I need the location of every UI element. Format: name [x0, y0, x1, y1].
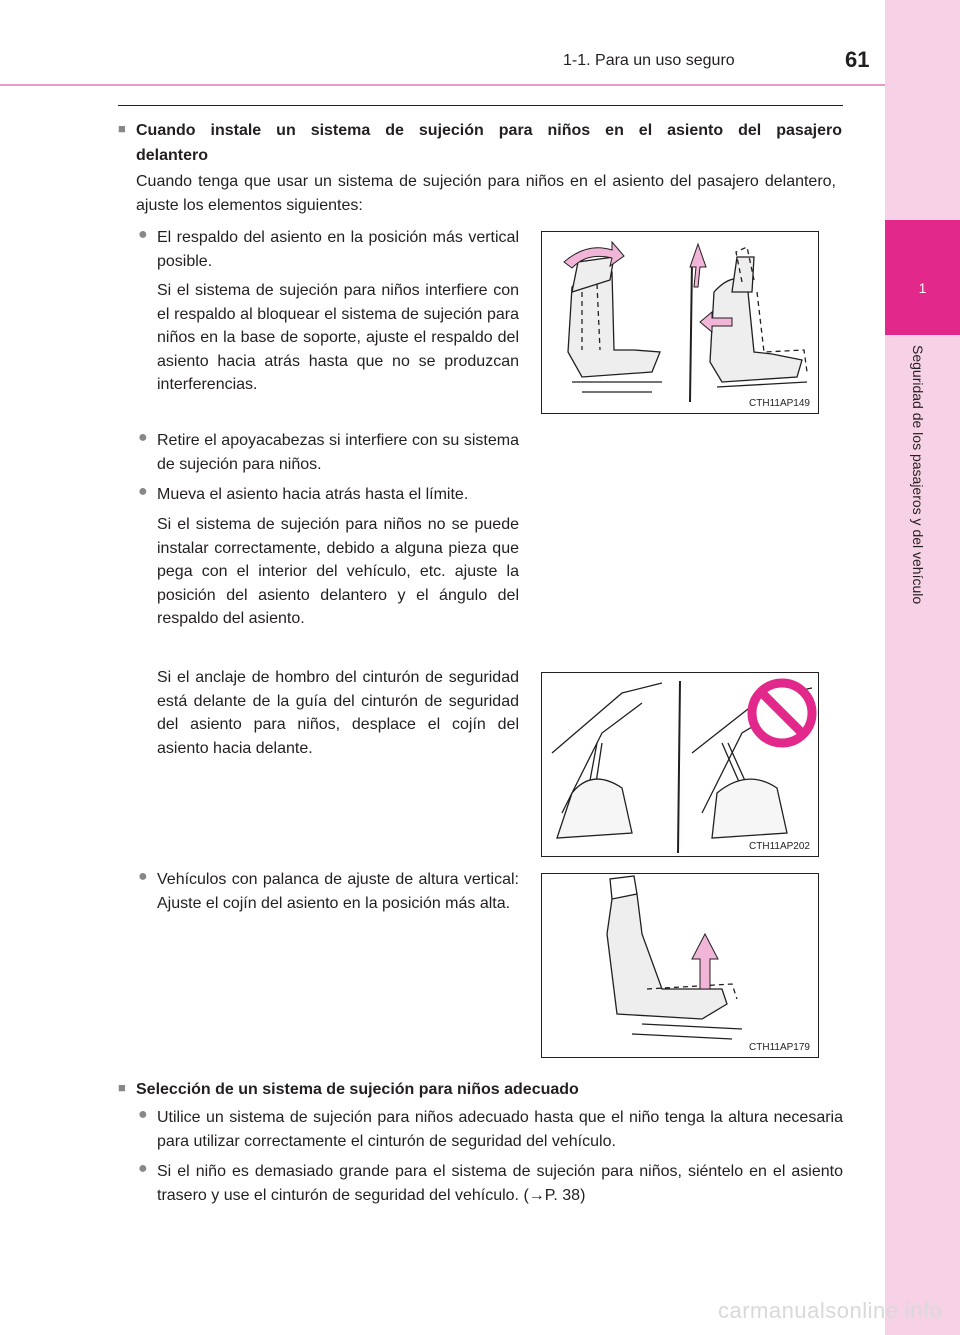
- section2-item1: Utilice un sistema de sujeción para niños adecuado hasta que el niño tenga la altura necesaria para utilizar correctamente el cinturón de seguridad del vehículo.: [157, 1109, 843, 1150]
- running-header: 1-1. Para un uso seguro: [563, 52, 735, 69]
- seat-height-illustration: [542, 874, 820, 1059]
- bullet-icon: ●: [138, 868, 148, 885]
- bullet-icon: ●: [138, 1160, 148, 1177]
- section-rule: [118, 105, 843, 106]
- page-number: 61: [845, 47, 870, 72]
- seat-illustration: [542, 232, 820, 415]
- child-seat-illustration: [542, 673, 820, 858]
- section2-heading: Selección de un sistema de sujeción para niños adecuado: [136, 1081, 579, 1098]
- item-height-lever: Vehículos con palanca de ajuste de altura vertical: Ajuste el cojín del asiento en la posición más alta.: [157, 871, 519, 912]
- figure-code: CTH11AP149: [749, 398, 810, 409]
- figure-code: CTH11AP202: [749, 841, 810, 852]
- figure-seatback-adjust: [541, 231, 819, 414]
- item-move-seat: Mueva el asiento hacia atrás hasta el límite.: [157, 486, 469, 503]
- item-seatback: El respaldo del asiento en la posición más vertical posible.: [157, 229, 519, 270]
- section2-item2: Si el niño es demasiado grande para el sistema de sujeción para niños, siéntelo en el asiento trasero y use el cinturón de seguridad del vehículo. (→P. 38): [157, 1163, 843, 1204]
- chapter-number: 1: [918, 280, 927, 296]
- bullet-icon: ●: [138, 226, 148, 243]
- square-bullet-icon: ■: [118, 1080, 126, 1095]
- bullet-icon: ●: [138, 429, 148, 446]
- section1-intro: Cuando tenga que usar un sistema de sujeción para niños en el asiento del pasajero delantero, ajuste los elementos siguientes:: [136, 173, 836, 214]
- square-bullet-icon: ■: [118, 121, 126, 136]
- bullet-icon: ●: [138, 1106, 148, 1123]
- figure-belt-anchor: [541, 672, 819, 857]
- chapter-tab: [885, 220, 960, 335]
- item-move-seat-note: Si el sistema de sujeción para niños no se puede instalar correctamente, debido a alguna pieza que pega con el interior del vehículo, etc. ajuste la posición del asiento delantero y el ángulo del respaldo del asiento.: [157, 516, 519, 627]
- figure-code: CTH11AP179: [749, 1042, 810, 1053]
- header-divider: [0, 84, 885, 86]
- section1-heading-line2: delantero: [136, 147, 209, 164]
- figure-height-lever: [541, 873, 819, 1058]
- chapter-title: Seguridad de los pasajeros y del vehículo: [910, 345, 926, 605]
- section1-heading-line1: Cuando instale un sistema de sujeción para niños en el asiento del pasajero: [136, 122, 842, 139]
- bullet-icon: ●: [138, 483, 148, 500]
- watermark: carmanualsonline.info: [718, 1298, 943, 1323]
- item-headrest: Retire el apoyacabezas si interfiere con su sistema de sujeción para niños.: [157, 432, 519, 473]
- item-seatback-note: Si el sistema de sujeción para niños interfiere con el respaldo al bloquear el sistema de sujeción para niños en la base de soporte, ajuste el respaldo del asiento hacia atrás hasta que no se produzcan interferencias.: [157, 282, 519, 393]
- item-belt-anchor-note: Si el anclaje de hombro del cinturón de seguridad está delante de la guía del cinturón de seguridad del asiento para niños, desplace el cojín del asiento hacia delante.: [157, 669, 519, 757]
